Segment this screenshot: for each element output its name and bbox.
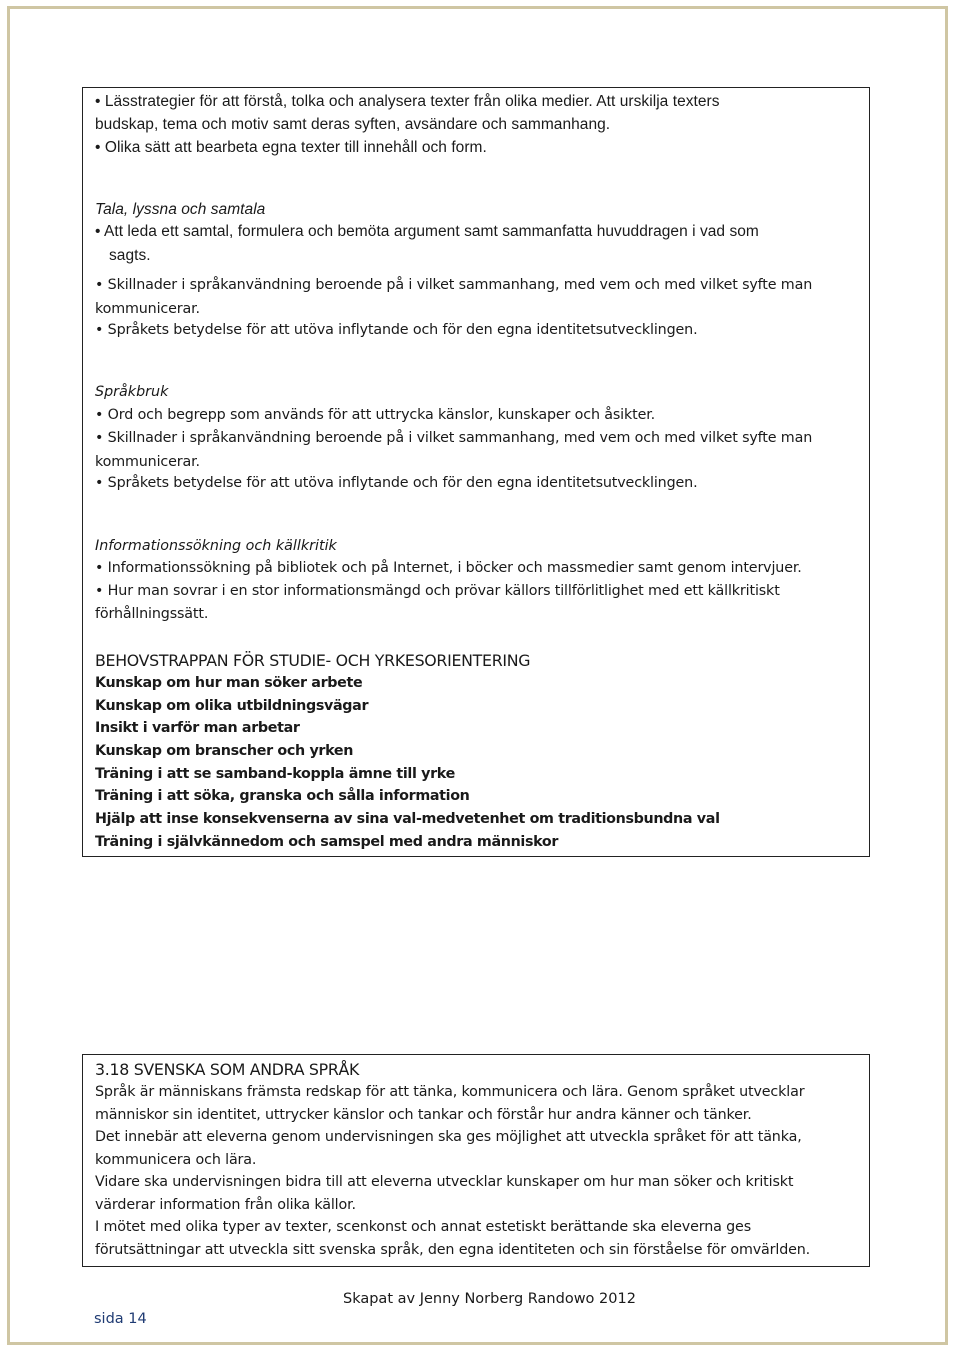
text-line: Vidare ska undervisningen bidra till att eleverna utvecklar kunskaper om hur man söker och kritiskt xyxy=(95,1174,794,1190)
behovstrappan-item: Träning i att se samband-koppla ämne till yrke xyxy=(95,766,455,782)
text-line: • Att leda ett samtal, formulera och bemöta argument samt sammanfatta huvuddragen i vad som xyxy=(95,223,759,240)
svenska-heading: 3.18 SVENSKA SOM ANDRA SPRÅK xyxy=(95,1060,360,1079)
text-line: • Ord och begrepp som används för att uttrycka känslor, kunskaper och åsikter. xyxy=(95,407,656,423)
behovstrappan-item: Kunskap om olika utbildningsvägar xyxy=(95,698,369,714)
text-line: • Hur man sovrar i en stor informationsmängd och prövar källors tillförlitlighet med ett källkritiskt xyxy=(95,583,780,599)
text-line: värderar information från olika källor. xyxy=(95,1197,356,1213)
text-line: I mötet med olika typer av texter, scenkonst och annat estetiskt berättande ska eleverna ges xyxy=(95,1219,751,1235)
page-number: sida 14 xyxy=(94,1311,147,1327)
footer-credit: Skapat av Jenny Norberg Randowo 2012 xyxy=(343,1291,636,1307)
text-line: Språk är människans främsta redskap för att tänka, kommunicera och lära. Genom språket utvecklar xyxy=(95,1084,805,1100)
curriculum-content-box xyxy=(82,87,870,857)
text-line: • Skillnader i språkanvändning beroende på i vilket sammanhang, med vem och med vilket syfte man xyxy=(95,430,813,446)
section-heading-info: Informationssökning och källkritik xyxy=(95,538,337,554)
section-heading-sprakbruk: Språkbruk xyxy=(95,384,169,400)
behovstrappan-item: Hjälp att inse konsekvenserna av sina val-medvetenhet om traditionsbundna val xyxy=(95,811,720,827)
behovstrappan-item: Träning i självkännedom och samspel med andra människor xyxy=(95,834,559,850)
behovstrappan-heading: BEHOVSTRAPPAN FÖR STUDIE- OCH YRKESORIENTERING xyxy=(95,651,531,670)
text-line: • Lässtrategier för att förstå, tolka och analysera texter från olika medier. Att urskilja texters xyxy=(95,93,720,110)
text-line: • Olika sätt att bearbeta egna texter till innehåll och form. xyxy=(95,139,487,156)
text-line: kommunicerar. xyxy=(95,301,200,317)
text-line: budskap, tema och motiv samt deras syften, avsändare och sammanhang. xyxy=(95,116,611,133)
behovstrappan-item: Kunskap om hur man söker arbete xyxy=(95,675,363,691)
text-line: förutsättningar att utveckla sitt svenska språk, den egna identiteten och sin förståelse för omvärlden. xyxy=(95,1242,811,1258)
behovstrappan-item: Kunskap om branscher och yrken xyxy=(95,743,354,759)
behovstrappan-item: Insikt i varför man arbetar xyxy=(95,720,300,736)
text-line: kommunicera och lära. xyxy=(95,1152,257,1168)
text-line: • Språkets betydelse för att utöva inflytande och för den egna identitetsutvecklingen. xyxy=(95,475,698,491)
svenska-som-andra-sprak-box xyxy=(82,1054,870,1267)
text-line: förhållningssätt. xyxy=(95,606,209,622)
text-line: människor sin identitet, uttrycker känslor och tankar och förstår hur andra känner och tänker. xyxy=(95,1107,752,1123)
text-line: sagts. xyxy=(109,247,151,264)
behovstrappan-item: Träning i att söka, granska och sålla information xyxy=(95,788,470,804)
text-line: Det innebär att eleverna genom undervisningen ska ges möjlighet att utveckla språket för att tänka, xyxy=(95,1129,802,1145)
section-heading-tala: Tala, lyssna och samtala xyxy=(95,201,266,218)
text-line: • Språkets betydelse för att utöva inflytande och för den egna identitetsutvecklingen. xyxy=(95,322,698,338)
text-line: kommunicerar. xyxy=(95,454,200,470)
text-line: • Skillnader i språkanvändning beroende på i vilket sammanhang, med vem och med vilket syfte man xyxy=(95,277,813,293)
text-line: • Informationssökning på bibliotek och på Internet, i böcker och massmedier samt genom intervjuer. xyxy=(95,560,802,576)
